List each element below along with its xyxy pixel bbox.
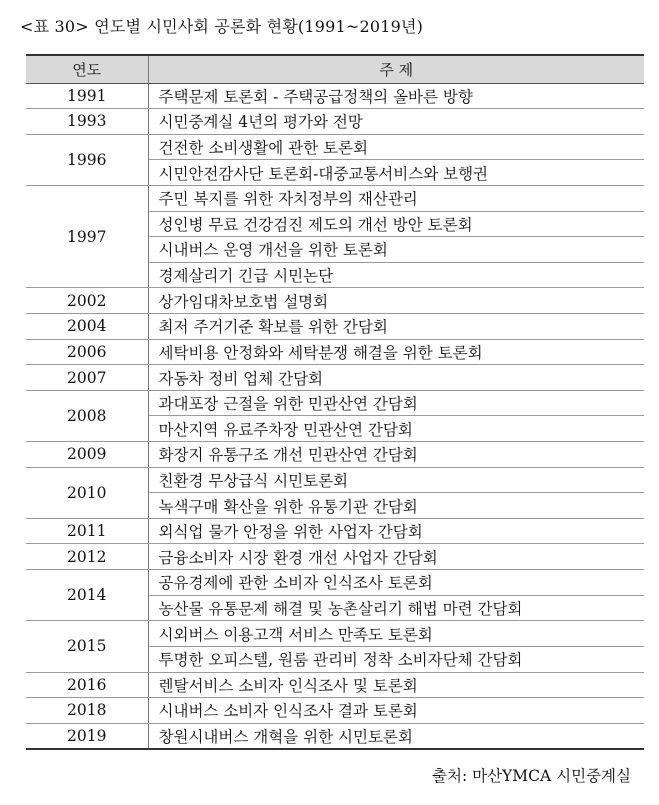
topic-cell: 경제살리기 긴급 시민논단 [148, 262, 644, 288]
topic-cell: 세탁비용 안정화와 세탁분쟁 해결을 위한 토론회 [148, 339, 644, 365]
header-year: 연도 [26, 55, 148, 83]
topic-cell: 투명한 오피스텔, 원룸 관리비 정착 소비자단체 간담회 [148, 646, 644, 672]
topic-cell: 건전한 소비생활에 관한 토론회 [148, 134, 644, 160]
year-cell: 2010 [26, 467, 148, 518]
year-cell: 2019 [26, 723, 148, 749]
year-cell: 1996 [26, 134, 148, 185]
topic-cell: 시내버스 소비자 인식조사 결과 토론회 [148, 698, 644, 724]
table-row [26, 109, 644, 135]
year-cell: 2018 [26, 698, 148, 724]
topic-cell: 시민중계실 4년의 평가와 전망 [148, 109, 644, 135]
year-cell: 2009 [26, 442, 148, 468]
topic-cell: 시내버스 운영 개선을 위한 토론회 [148, 237, 644, 263]
table-row [26, 467, 644, 493]
topic-cell: 외식업 물가 안정을 위한 사업자 간담회 [148, 518, 644, 544]
table-caption: <표 30> 연도별 시민사회 공론화 현황(1991~2019년) [20, 17, 424, 36]
topic-cell: 창원시내버스 개혁을 위한 시민토론회 [148, 723, 644, 749]
topic-cell: 성인병 무료 건강검진 제도의 개선 방안 토론회 [148, 211, 644, 237]
public-discourse-table [26, 54, 644, 750]
table-body [26, 83, 644, 749]
topic-cell: 화장지 유통구조 개선 민관산연 간담회 [148, 442, 644, 468]
year-cell: 2016 [26, 672, 148, 698]
year-cell: 2007 [26, 365, 148, 391]
topic-cell: 시민안전감사단 토론회-대중교통서비스와 보행권 [148, 160, 644, 186]
year-cell: 2012 [26, 544, 148, 570]
year-cell: 2014 [26, 570, 148, 621]
topic-cell: 과대포장 근절을 위한 민관산연 간담회 [148, 390, 644, 416]
table-row [26, 365, 644, 391]
topic-cell: 시외버스 이용고객 서비스 만족도 토론회 [148, 621, 644, 647]
table-row [26, 570, 644, 596]
table-row [26, 313, 644, 339]
topic-cell: 자동차 정비 업체 간담회 [148, 365, 644, 391]
topic-cell: 마산지역 유료주차장 민관산연 간담회 [148, 416, 644, 442]
year-cell: 1991 [26, 83, 148, 109]
table-row [26, 83, 644, 109]
year-cell: 1993 [26, 109, 148, 135]
table-row [26, 134, 644, 160]
year-cell: 2008 [26, 390, 148, 441]
table-row [26, 672, 644, 698]
topic-cell: 친환경 무상급식 시민토론회 [148, 467, 644, 493]
year-cell: 2006 [26, 339, 148, 365]
topic-cell: 렌탈서비스 소비자 인식조사 및 토론회 [148, 672, 644, 698]
table-row [26, 390, 644, 416]
topic-cell: 농산물 유통문제 해결 및 농촌살리기 해법 마련 간담회 [148, 595, 644, 621]
table-row [26, 339, 644, 365]
table-row [26, 544, 644, 570]
topic-cell: 공유경제에 관한 소비자 인식조사 토론회 [148, 570, 644, 596]
topic-cell: 주택문제 토론회 - 주택공급정책의 올바른 방향 [148, 83, 644, 109]
topic-cell: 상가임대차보호법 설명회 [148, 288, 644, 314]
table-header-row [26, 55, 644, 83]
table-row [26, 288, 644, 314]
source-note: 출처: 마산YMCA 시민중계실 [432, 767, 631, 785]
table-row [26, 185, 644, 211]
year-cell: 2011 [26, 518, 148, 544]
table-row [26, 442, 644, 468]
year-cell: 2004 [26, 313, 148, 339]
year-cell: 2002 [26, 288, 148, 314]
table-row [26, 723, 644, 749]
header-topic: 주 제 [148, 55, 644, 83]
topic-cell: 최저 주거기준 확보를 위한 간담회 [148, 313, 644, 339]
table-row [26, 518, 644, 544]
topic-cell: 주민 복지를 위한 자치정부의 재산관리 [148, 185, 644, 211]
table-row [26, 698, 644, 724]
topic-cell: 녹색구매 확산을 위한 유통기관 간담회 [148, 493, 644, 519]
year-cell: 2015 [26, 621, 148, 672]
table-row [26, 621, 644, 647]
topic-cell: 금융소비자 시장 환경 개선 사업자 간담회 [148, 544, 644, 570]
year-cell: 1997 [26, 185, 148, 287]
